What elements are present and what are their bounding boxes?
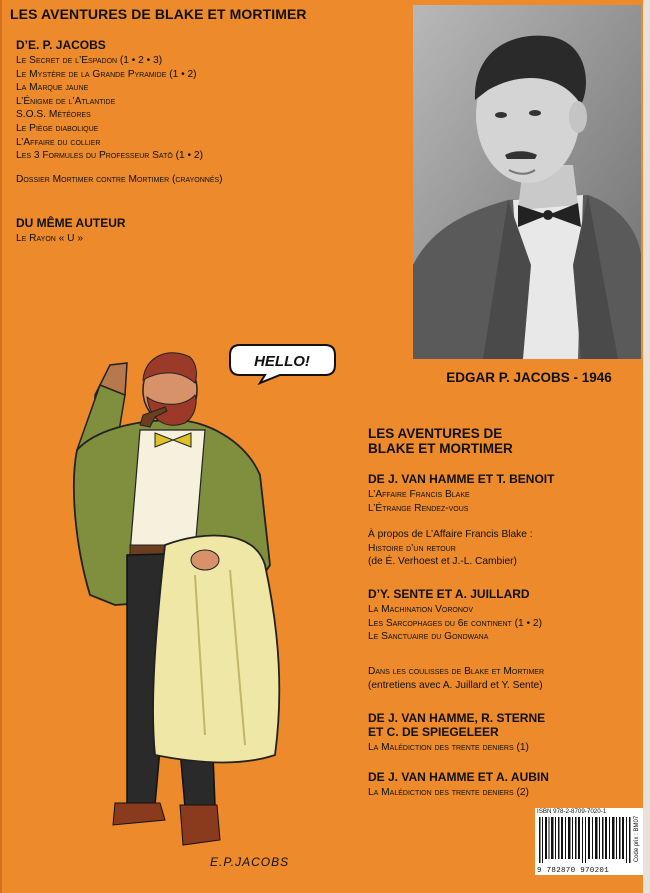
book-title: Le Rayon « U » (16, 233, 84, 244)
apropos-line: Histoire d’un retour (368, 542, 456, 554)
book-title: Le Piège diabolique (16, 122, 99, 134)
author-heading: DE J. VAN HAMME ET T. BENOIT (368, 472, 555, 486)
book-title: L’Affaire Francis Blake (368, 489, 470, 500)
vanhamme-aubin-list (368, 770, 549, 800)
book-title: Le Sanctuaire du Gondwana (368, 631, 489, 643)
book-title: La Machination Voronov (368, 604, 474, 615)
page-edge (643, 0, 650, 893)
book-title: Le Secret de l’Espadon (1 • 2 • 3) (16, 55, 163, 66)
book-title: L’Affaire du collier (16, 136, 101, 148)
author-heading: ET C. DE SPIEGELEER (368, 725, 499, 739)
barcode-bars (539, 817, 633, 863)
book-title: S.O.S. Météores (16, 109, 91, 121)
vanhamme-sterne-list (368, 711, 545, 755)
same-author-list (16, 216, 126, 246)
photo-caption: EDGAR P. JACOBS - 1946 (446, 370, 612, 385)
book-title: La Marque jaune (16, 82, 89, 94)
artist-signature: E.P.JACOBS (210, 855, 290, 869)
author-heading: D’Y. SENTE ET A. JUILLARD (368, 587, 530, 601)
barcode-digits: 9 782870 970201 (537, 867, 610, 875)
isbn-label: ISBN 978-2-8709-7020-1 (537, 808, 607, 815)
author-heading: DE J. VAN HAMME, R. STERNE (368, 711, 546, 725)
author-heading: DE J. VAN HAMME ET A. AUBIN (368, 770, 549, 784)
apropos-block (368, 528, 533, 569)
book-title: La Malédiction des trente deniers (1) (368, 742, 529, 753)
book-title: L’Étrange Rendez-vous (368, 502, 469, 514)
apropos-line: (de É. Verhoest et J.-L. Cambier) (368, 556, 517, 568)
isbn-barcode (535, 808, 641, 875)
price-code (632, 808, 643, 875)
book-title: L’Énigme de l’Atlantide (16, 95, 116, 107)
book-title: Le Mystère de la Grande Pyramide (1 • 2) (16, 68, 197, 80)
dossier-title: Dossier Mortimer contre Mortimer (crayonnés) (16, 173, 223, 185)
book-title: Les Sarcophages du 6e continent (1 • 2) (368, 617, 542, 629)
author-heading: DU MÊME AUTEUR (16, 216, 126, 230)
price-code-label: Code prix : BM07 (634, 815, 641, 863)
coulisses-line: (entretiens avec A. Juillard et Y. Sente) (368, 679, 543, 691)
speech-bubble-text: HELLO! (254, 353, 310, 370)
coulisses-line: Dans les coulisses de Blake et Mortimer (368, 666, 545, 677)
author-portrait-photo (413, 5, 641, 359)
book-title: Les 3 Formules du Professeur Satō (1 • 2) (16, 150, 203, 162)
apropos-line: À propos de L’Affaire Francis Blake : (368, 529, 533, 540)
jacobs-book-list (16, 38, 223, 186)
mortimer-illustration (55, 335, 355, 880)
coulisses-block (368, 665, 544, 692)
speech-bubble (230, 345, 335, 383)
continuation-title (368, 426, 513, 456)
series-header: LES AVENTURES DE BLAKE ET MORTIMER (10, 6, 307, 22)
sente-juillard-list (368, 587, 542, 644)
author-heading: D’E. P. JACOBS (16, 38, 106, 52)
vanhamme-benoit-list (368, 472, 554, 515)
book-title: La Malédiction des trente deniers (2) (368, 787, 529, 798)
continuation-title-line: BLAKE ET MORTIMER (368, 441, 513, 456)
continuation-title-line: LES AVENTURES DE (368, 426, 503, 441)
